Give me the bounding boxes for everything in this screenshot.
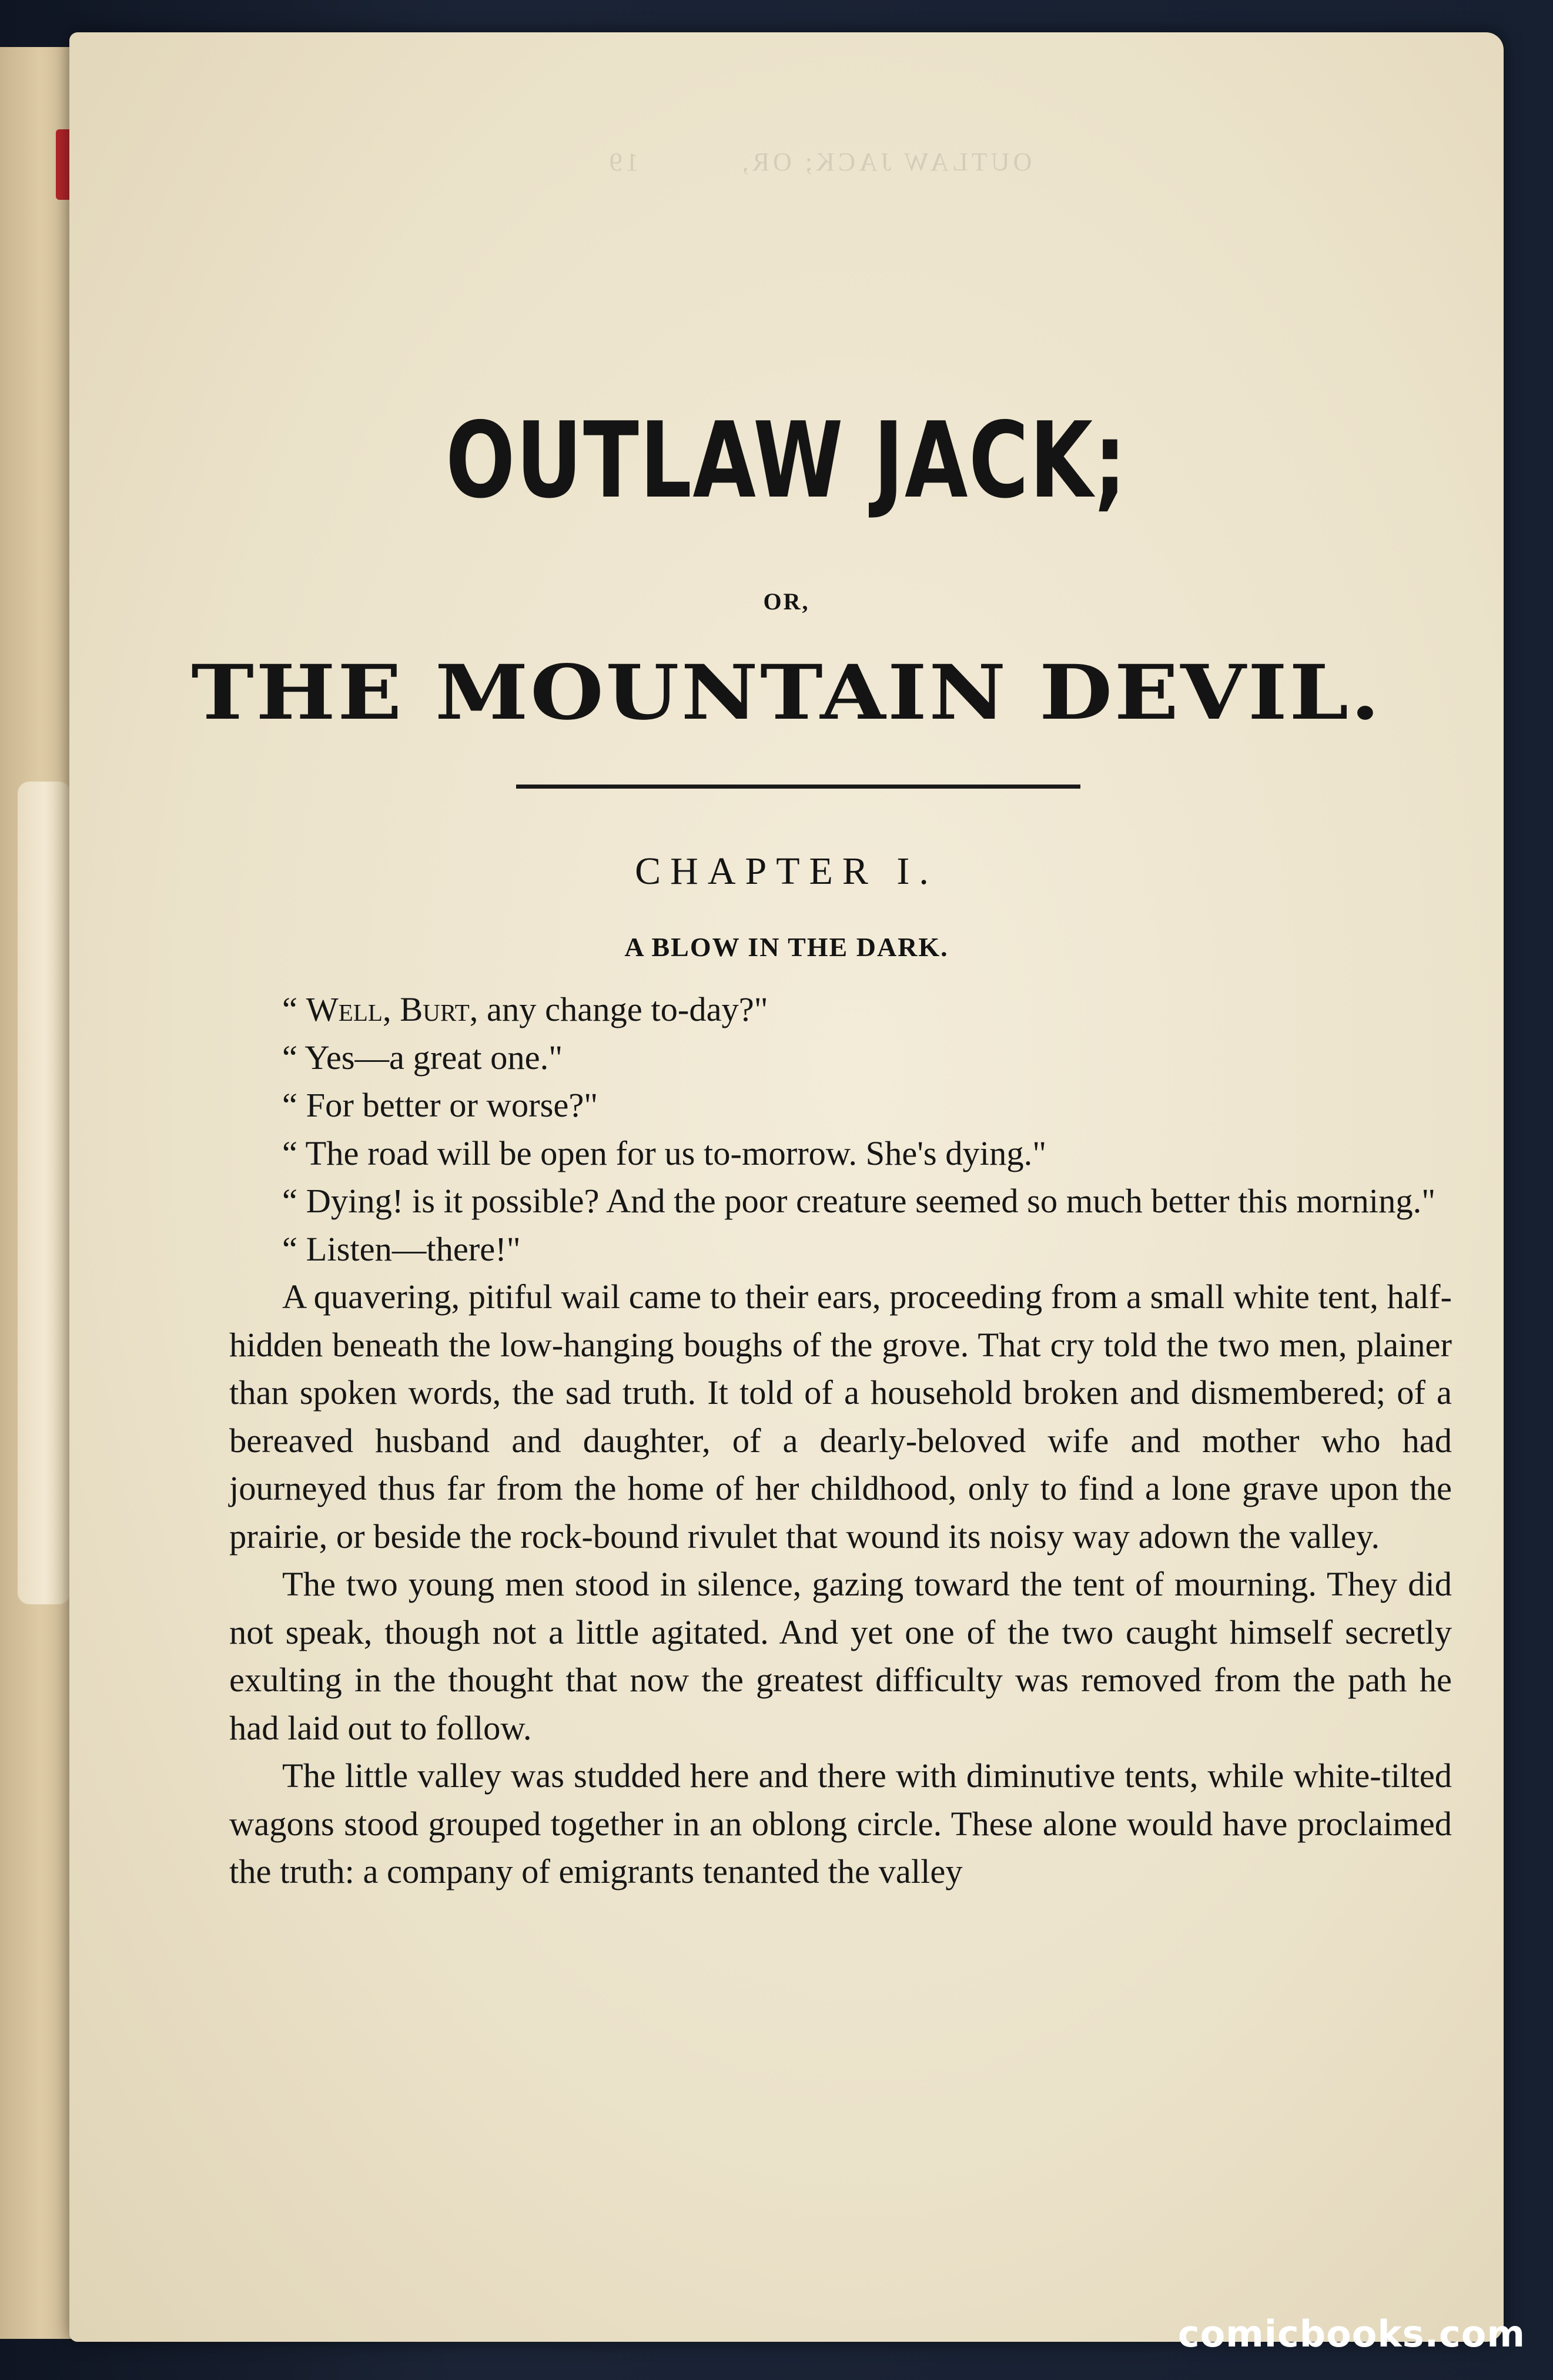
- paragraph: The two young men stood in silence, gazing toward the tent of mourning. They did not speak, though not a little agitated. And yet one of the two caught himself secretly exulting in the thought that now the greatest difficulty was removed from the path he had laid out to follow.: [229, 1565, 1452, 1747]
- paragraph: The little valley was studded here and there with diminutive tents, while white-tilted wagons stood grouped together in an oblong circle. These alone would have proclaimed the truth: a company of emigrants tenanted the valley: [229, 1756, 1452, 1890]
- bleed-page-number: 19: [605, 148, 639, 176]
- paragraph: “ For better or worse?": [282, 1086, 598, 1124]
- body-text: [229, 985, 1452, 1896]
- book-page: [69, 32, 1504, 2342]
- dialog-lead: Well, Burt,: [306, 990, 478, 1028]
- book-title: OUTLAW JACK;: [446, 400, 1127, 521]
- paragraph: “ The road will be open for us to-morrow. She's dying.": [282, 1134, 1047, 1172]
- book-subtitle: THE MOUNTAIN DEVIL.: [191, 649, 1382, 737]
- title-or: OR,: [763, 588, 810, 615]
- paragraph: “ Well, Burt, any change to-day?": [282, 990, 768, 1028]
- paragraph: A quavering, pitiful wail came to their ears, proceeding from a small white tent, half-hidden beneath the low-hanging boughs of the grove. That cry told the two men, plainer than spoken words, the sad truth. It told of a household broken and dismembered; of a bereaved husband and daughter, of a dearly-beloved wife and mother who had journeyed thus far from the home of her childhood, only to find a lone grave upon the prairie, or beside the rock-bound rivulet that wound its noisy way adown the valley.: [229, 1278, 1452, 1556]
- paragraph: “ Listen—there!": [282, 1229, 521, 1268]
- bleed-header: OUTLAW JACK; OR,: [738, 148, 1032, 176]
- paragraph: “ Dying! is it possible? And the poor creature seemed so much better this morning.": [282, 1182, 1436, 1220]
- site-watermark: comicbooks.com: [1177, 2312, 1525, 2355]
- torn-paper: [18, 782, 71, 1604]
- title-rule: [516, 785, 1080, 789]
- paragraph: “ Yes—a great one.": [282, 1038, 563, 1077]
- section-title: A BLOW IN THE DARK.: [624, 932, 949, 962]
- chapter-heading: CHAPTER I.: [635, 850, 938, 893]
